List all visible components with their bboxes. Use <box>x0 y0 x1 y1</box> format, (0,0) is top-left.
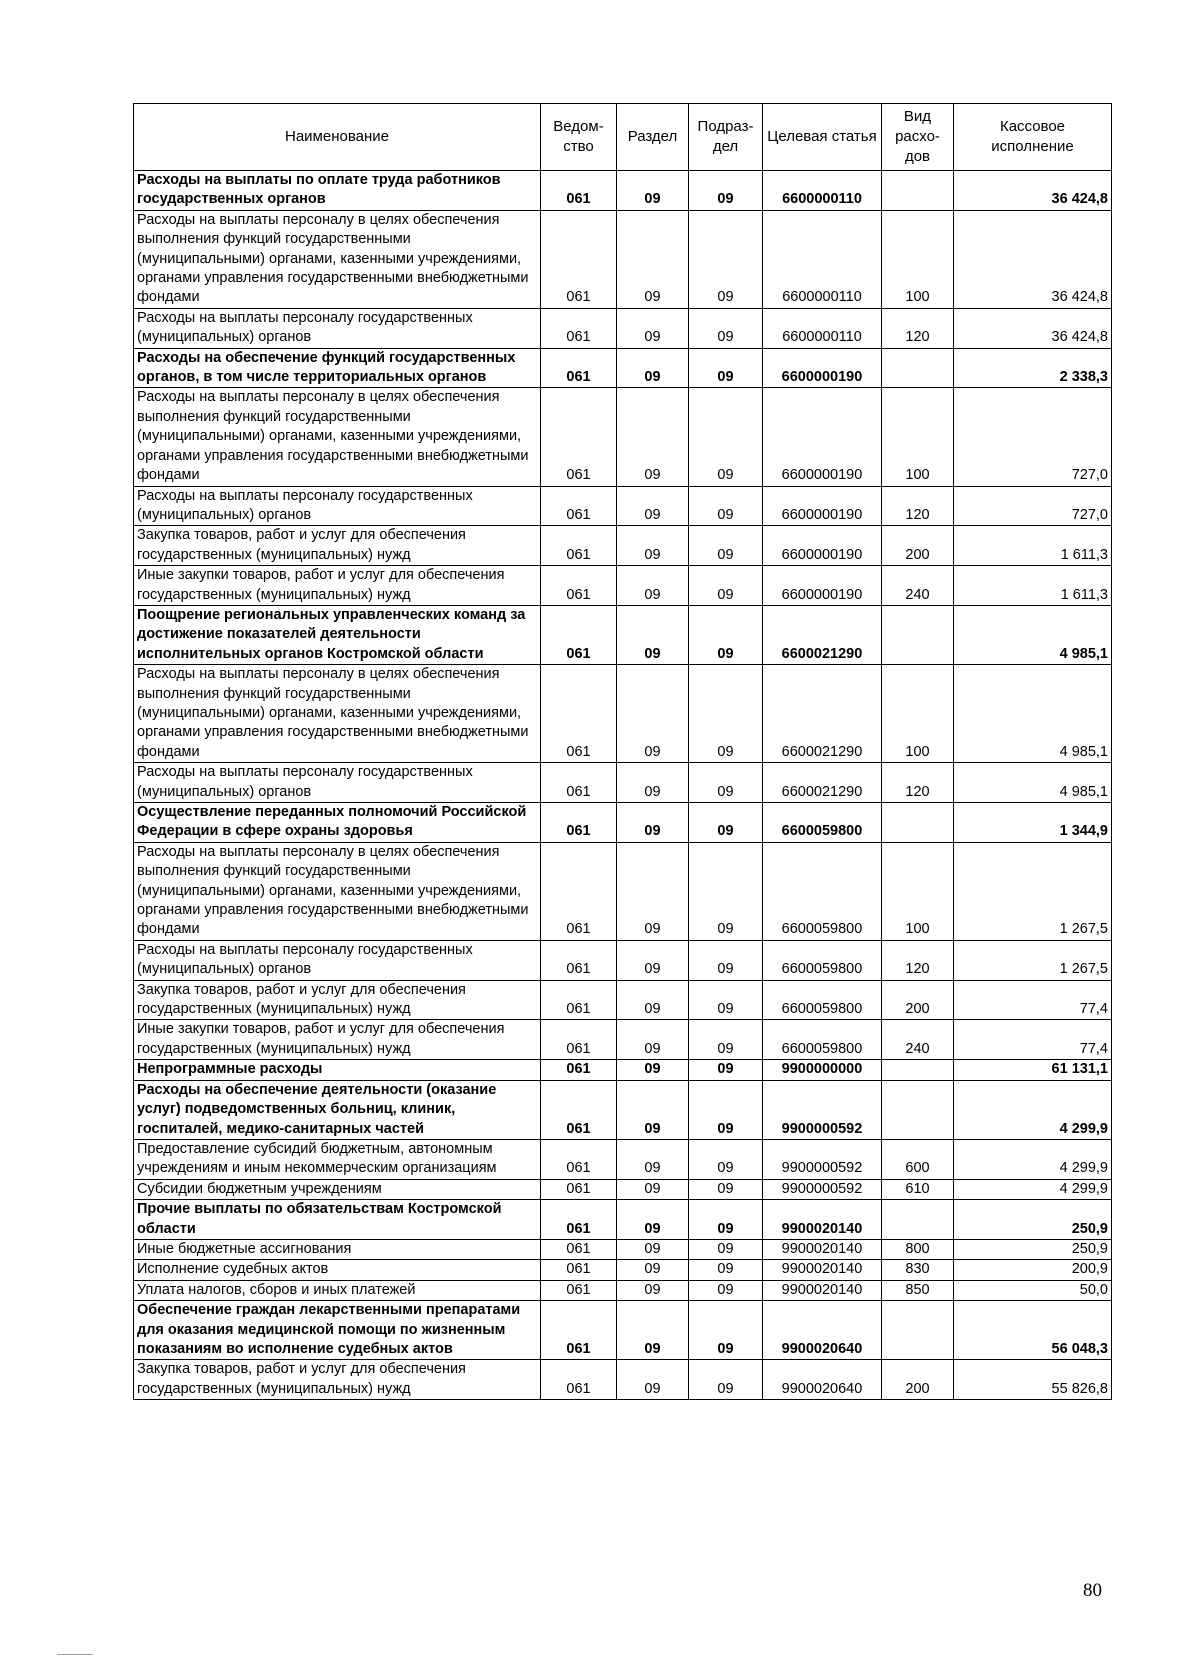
cell-dept: 061 <box>541 1139 617 1179</box>
cell-type: 200 <box>882 526 954 566</box>
cell-name: Расходы на выплаты персоналу в целях обеспечения выполнения функций государственными (муниципальными) органами, казенными учреждениями, органами управления государственными внебюджетными фондами <box>134 210 541 308</box>
cell-amount: 727,0 <box>954 486 1112 526</box>
table-row <box>134 980 1112 1020</box>
header-type: Вид расхо-дов <box>882 104 954 171</box>
cell-dept: 061 <box>541 763 617 803</box>
cell-type: 800 <box>882 1239 954 1259</box>
cell-target: 6600000190 <box>763 486 882 526</box>
cell-amount: 36 424,8 <box>954 210 1112 308</box>
cell-type: 120 <box>882 940 954 980</box>
cell-name: Расходы на выплаты персоналу в целях обеспечения выполнения функций государственными (муниципальными) органами, казенными учреждениями, органами управления государственными внебюджетными фондами <box>134 388 541 486</box>
cell-name: Расходы на обеспечение деятельности (оказание услуг) подведомственных больниц, клиник, госпиталей, медико-санитарных частей <box>134 1080 541 1139</box>
scan-mark <box>57 1654 93 1655</box>
cell-dept: 061 <box>541 605 617 664</box>
cell-dept: 061 <box>541 1080 617 1139</box>
cell-target: 6600059800 <box>763 980 882 1020</box>
cell-dept: 061 <box>541 1260 617 1280</box>
cell-name: Расходы на обеспечение функций государственных органов, в том числе территориальных органов <box>134 348 541 388</box>
cell-target: 6600021290 <box>763 763 882 803</box>
cell-name: Поощрение региональных управленческих команд за достижение показателей деятельности исполнительных органов Костромской области <box>134 605 541 664</box>
cell-amount: 4 985,1 <box>954 665 1112 763</box>
cell-name: Расходы на выплаты персоналу государственных (муниципальных) органов <box>134 308 541 348</box>
cell-type <box>882 171 954 211</box>
cell-subsection: 09 <box>689 665 763 763</box>
cell-dept: 061 <box>541 1280 617 1300</box>
cell-target: 6600059800 <box>763 842 882 940</box>
cell-dept: 061 <box>541 1060 617 1080</box>
cell-target: 6600021290 <box>763 605 882 664</box>
header-amount: Кассовое исполнение <box>954 104 1112 171</box>
cell-name: Расходы на выплаты по оплате труда работников государственных органов <box>134 171 541 211</box>
cell-subsection: 09 <box>689 210 763 308</box>
cell-section: 09 <box>617 1179 689 1199</box>
cell-section: 09 <box>617 486 689 526</box>
cell-amount: 50,0 <box>954 1280 1112 1300</box>
cell-name: Закупка товаров, работ и услуг для обеспечения государственных (муниципальных) нужд <box>134 526 541 566</box>
cell-dept: 061 <box>541 1179 617 1199</box>
cell-type: 100 <box>882 665 954 763</box>
cell-dept: 061 <box>541 388 617 486</box>
table-row <box>134 842 1112 940</box>
cell-subsection: 09 <box>689 1080 763 1139</box>
cell-section: 09 <box>617 980 689 1020</box>
cell-type: 120 <box>882 486 954 526</box>
cell-subsection: 09 <box>689 763 763 803</box>
cell-name: Обеспечение граждан лекарственными препаратами для оказания медицинской помощи по жизненным показаниям во исполнение судебных актов <box>134 1301 541 1360</box>
table-body <box>134 171 1112 1400</box>
cell-subsection: 09 <box>689 980 763 1020</box>
header-dept: Ведом-ство <box>541 104 617 171</box>
table-row <box>134 1301 1112 1360</box>
cell-type: 120 <box>882 763 954 803</box>
cell-type: 610 <box>882 1179 954 1199</box>
table-row <box>134 171 1112 211</box>
cell-amount: 250,9 <box>954 1239 1112 1259</box>
cell-dept: 061 <box>541 171 617 211</box>
cell-type <box>882 1301 954 1360</box>
cell-amount: 36 424,8 <box>954 308 1112 348</box>
cell-name: Иные бюджетные ассигнования <box>134 1239 541 1259</box>
table-row <box>134 388 1112 486</box>
table-row <box>134 763 1112 803</box>
cell-target: 6600000110 <box>763 308 882 348</box>
cell-amount: 4 299,9 <box>954 1080 1112 1139</box>
table-row <box>134 1280 1112 1300</box>
cell-subsection: 09 <box>689 1200 763 1240</box>
cell-name: Непрограммные расходы <box>134 1060 541 1080</box>
cell-section: 09 <box>617 1200 689 1240</box>
table-row <box>134 665 1112 763</box>
cell-name: Субсидии бюджетным учреждениям <box>134 1179 541 1199</box>
table-row <box>134 210 1112 308</box>
cell-target: 9900000592 <box>763 1139 882 1179</box>
cell-type: 240 <box>882 1020 954 1060</box>
header-section: Раздел <box>617 104 689 171</box>
table-row <box>134 1360 1112 1400</box>
cell-dept: 061 <box>541 1239 617 1259</box>
cell-section: 09 <box>617 1280 689 1300</box>
cell-name: Расходы на выплаты персоналу государственных (муниципальных) органов <box>134 763 541 803</box>
cell-section: 09 <box>617 763 689 803</box>
cell-amount: 4 299,9 <box>954 1179 1112 1199</box>
cell-target: 6600000110 <box>763 210 882 308</box>
cell-type: 120 <box>882 308 954 348</box>
cell-amount: 1 267,5 <box>954 940 1112 980</box>
cell-subsection: 09 <box>689 1139 763 1179</box>
cell-amount: 55 826,8 <box>954 1360 1112 1400</box>
table-row <box>134 526 1112 566</box>
table-row <box>134 308 1112 348</box>
cell-name: Закупка товаров, работ и услуг для обеспечения государственных (муниципальных) нужд <box>134 1360 541 1400</box>
cell-section: 09 <box>617 526 689 566</box>
table-row <box>134 1060 1112 1080</box>
cell-dept: 061 <box>541 526 617 566</box>
cell-section: 09 <box>617 1301 689 1360</box>
cell-target: 6600059800 <box>763 1020 882 1060</box>
cell-section: 09 <box>617 665 689 763</box>
table-header-row <box>134 104 1112 171</box>
cell-target: 6600000190 <box>763 526 882 566</box>
cell-type: 200 <box>882 1360 954 1400</box>
cell-target: 9900020640 <box>763 1301 882 1360</box>
cell-type <box>882 605 954 664</box>
cell-name: Иные закупки товаров, работ и услуг для обеспечения государственных (муниципальных) нужд <box>134 1020 541 1060</box>
cell-target: 9900000592 <box>763 1179 882 1199</box>
cell-target: 6600000190 <box>763 348 882 388</box>
cell-type: 240 <box>882 566 954 606</box>
cell-name: Закупка товаров, работ и услуг для обеспечения государственных (муниципальных) нужд <box>134 980 541 1020</box>
cell-dept: 061 <box>541 1020 617 1060</box>
cell-dept: 061 <box>541 348 617 388</box>
cell-subsection: 09 <box>689 1060 763 1080</box>
cell-target: 6600000190 <box>763 388 882 486</box>
cell-target: 9900020640 <box>763 1360 882 1400</box>
cell-subsection: 09 <box>689 1020 763 1060</box>
cell-name: Иные закупки товаров, работ и услуг для обеспечения государственных (муниципальных) нужд <box>134 566 541 606</box>
cell-section: 09 <box>617 605 689 664</box>
cell-name: Осуществление переданных полномочий Российской Федерации в сфере охраны здоровья <box>134 803 541 843</box>
cell-dept: 061 <box>541 210 617 308</box>
cell-type <box>882 348 954 388</box>
budget-execution-table <box>133 103 1112 1400</box>
cell-name: Прочие выплаты по обязательствам Костромской области <box>134 1200 541 1240</box>
cell-target: 9900020140 <box>763 1260 882 1280</box>
cell-type <box>882 1080 954 1139</box>
cell-amount: 77,4 <box>954 1020 1112 1060</box>
cell-subsection: 09 <box>689 308 763 348</box>
cell-name: Расходы на выплаты персоналу государственных (муниципальных) органов <box>134 940 541 980</box>
cell-subsection: 09 <box>689 1179 763 1199</box>
cell-type <box>882 1060 954 1080</box>
cell-target: 6600000190 <box>763 566 882 606</box>
cell-subsection: 09 <box>689 388 763 486</box>
cell-subsection: 09 <box>689 940 763 980</box>
header-subsection: Подраз-дел <box>689 104 763 171</box>
table-row <box>134 1239 1112 1259</box>
cell-name: Расходы на выплаты персоналу в целях обеспечения выполнения функций государственными (муниципальными) органами, казенными учреждениями, органами управления государственными внебюджетными фондами <box>134 842 541 940</box>
cell-subsection: 09 <box>689 605 763 664</box>
table-row <box>134 803 1112 843</box>
table-row <box>134 1200 1112 1240</box>
cell-section: 09 <box>617 1139 689 1179</box>
cell-type: 100 <box>882 388 954 486</box>
cell-section: 09 <box>617 1080 689 1139</box>
cell-name: Расходы на выплаты персоналу в целях обеспечения выполнения функций государственными (муниципальными) органами, казенными учреждениями, органами управления государственными внебюджетными фондами <box>134 665 541 763</box>
cell-type: 200 <box>882 980 954 1020</box>
cell-section: 09 <box>617 842 689 940</box>
cell-subsection: 09 <box>689 486 763 526</box>
cell-section: 09 <box>617 1020 689 1060</box>
cell-amount: 727,0 <box>954 388 1112 486</box>
cell-amount: 4 299,9 <box>954 1139 1112 1179</box>
cell-amount: 61 131,1 <box>954 1060 1112 1080</box>
cell-target: 6600021290 <box>763 665 882 763</box>
table-row <box>134 940 1112 980</box>
cell-dept: 061 <box>541 486 617 526</box>
cell-target: 9900000000 <box>763 1060 882 1080</box>
table-row <box>134 486 1112 526</box>
cell-amount: 1 611,3 <box>954 526 1112 566</box>
table-row <box>134 605 1112 664</box>
cell-name: Расходы на выплаты персоналу государственных (муниципальных) органов <box>134 486 541 526</box>
cell-subsection: 09 <box>689 803 763 843</box>
table-row <box>134 1020 1112 1060</box>
cell-amount: 4 985,1 <box>954 605 1112 664</box>
cell-amount: 4 985,1 <box>954 763 1112 803</box>
cell-amount: 77,4 <box>954 980 1112 1020</box>
cell-type: 830 <box>882 1260 954 1280</box>
cell-dept: 061 <box>541 980 617 1020</box>
cell-amount: 2 338,3 <box>954 348 1112 388</box>
cell-dept: 061 <box>541 803 617 843</box>
cell-target: 6600059800 <box>763 803 882 843</box>
cell-target: 6600000110 <box>763 171 882 211</box>
table-row <box>134 348 1112 388</box>
cell-target: 9900020140 <box>763 1239 882 1259</box>
cell-subsection: 09 <box>689 1360 763 1400</box>
cell-type <box>882 803 954 843</box>
cell-section: 09 <box>617 308 689 348</box>
table-row <box>134 1260 1112 1280</box>
cell-dept: 061 <box>541 566 617 606</box>
cell-type <box>882 1200 954 1240</box>
cell-type: 100 <box>882 210 954 308</box>
cell-section: 09 <box>617 210 689 308</box>
cell-dept: 061 <box>541 940 617 980</box>
cell-subsection: 09 <box>689 171 763 211</box>
cell-dept: 061 <box>541 1360 617 1400</box>
cell-name: Предоставление субсидий бюджетным, автономным учреждениям и иным некоммерческим организациям <box>134 1139 541 1179</box>
cell-dept: 061 <box>541 842 617 940</box>
cell-section: 09 <box>617 388 689 486</box>
cell-amount: 250,9 <box>954 1200 1112 1240</box>
cell-name: Уплата налогов, сборов и иных платежей <box>134 1280 541 1300</box>
cell-subsection: 09 <box>689 1301 763 1360</box>
cell-name: Исполнение судебных актов <box>134 1260 541 1280</box>
table-row <box>134 1080 1112 1139</box>
table-row <box>134 566 1112 606</box>
cell-section: 09 <box>617 1060 689 1080</box>
page-number: 80 <box>1083 1580 1102 1601</box>
cell-type: 600 <box>882 1139 954 1179</box>
cell-section: 09 <box>617 940 689 980</box>
cell-target: 6600059800 <box>763 940 882 980</box>
cell-amount: 36 424,8 <box>954 171 1112 211</box>
cell-amount: 56 048,3 <box>954 1301 1112 1360</box>
cell-dept: 061 <box>541 1200 617 1240</box>
header-name: Наименование <box>134 104 541 171</box>
cell-type: 100 <box>882 842 954 940</box>
cell-section: 09 <box>617 566 689 606</box>
cell-section: 09 <box>617 803 689 843</box>
cell-amount: 200,9 <box>954 1260 1112 1280</box>
cell-subsection: 09 <box>689 1260 763 1280</box>
cell-section: 09 <box>617 1260 689 1280</box>
cell-subsection: 09 <box>689 566 763 606</box>
cell-amount: 1 267,5 <box>954 842 1112 940</box>
cell-target: 9900020140 <box>763 1200 882 1240</box>
cell-section: 09 <box>617 1360 689 1400</box>
cell-dept: 061 <box>541 665 617 763</box>
cell-subsection: 09 <box>689 348 763 388</box>
cell-section: 09 <box>617 1239 689 1259</box>
cell-section: 09 <box>617 171 689 211</box>
table-row <box>134 1139 1112 1179</box>
cell-dept: 061 <box>541 1301 617 1360</box>
cell-subsection: 09 <box>689 842 763 940</box>
header-target: Целевая статья <box>763 104 882 171</box>
cell-amount: 1 611,3 <box>954 566 1112 606</box>
cell-subsection: 09 <box>689 526 763 566</box>
cell-amount: 1 344,9 <box>954 803 1112 843</box>
cell-section: 09 <box>617 348 689 388</box>
cell-target: 9900020140 <box>763 1280 882 1300</box>
cell-subsection: 09 <box>689 1239 763 1259</box>
cell-dept: 061 <box>541 308 617 348</box>
cell-type: 850 <box>882 1280 954 1300</box>
cell-subsection: 09 <box>689 1280 763 1300</box>
table-row <box>134 1179 1112 1199</box>
cell-target: 9900000592 <box>763 1080 882 1139</box>
